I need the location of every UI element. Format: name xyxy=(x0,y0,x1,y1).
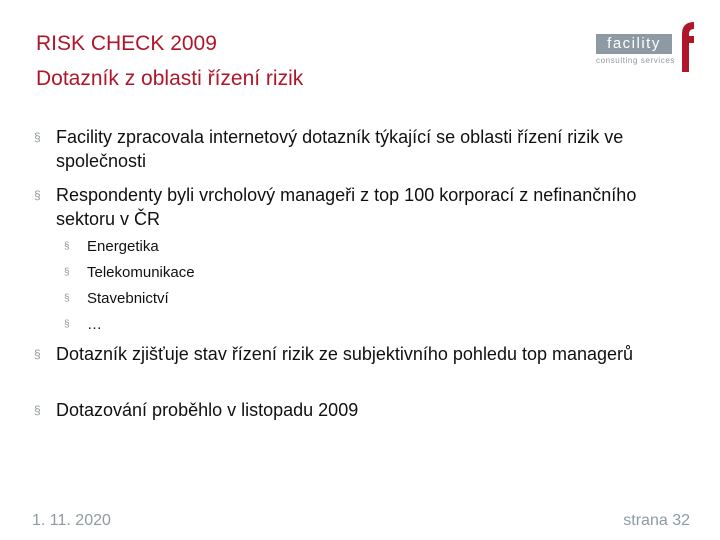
bullet-text: Facility zpracovala internetový dotazník týkající se oblasti řízení rizik ve společnosti xyxy=(56,127,624,171)
logo-tagline: consulting services xyxy=(596,56,675,65)
page-number: strana 32 xyxy=(623,512,690,529)
sub-bullet-item xyxy=(64,289,169,309)
sub-bullet-item xyxy=(64,237,159,257)
bullet-marker: § xyxy=(64,267,70,278)
bullet-text: Dotazování proběhlo v listopadu 2009 xyxy=(56,400,359,420)
sub-bullet-text: Stavebnictví xyxy=(87,290,169,307)
sub-bullet-text: Telekomunikace xyxy=(87,264,195,281)
sub-bullet-item xyxy=(64,315,102,335)
slide-title: RISK CHECK 2009 xyxy=(36,32,217,55)
bullet-marker: § xyxy=(34,130,41,144)
footer-date: 1. 11. 2020 xyxy=(32,512,111,529)
sub-bullet-text: … xyxy=(87,316,102,333)
bullet-text: Dotazník zjišťuje stav řízení rizik ze subjektivního pohledu top managerů xyxy=(56,344,634,364)
bullet-marker: § xyxy=(34,347,41,361)
bullet-item xyxy=(36,125,676,173)
slide-subtitle: Dotazník z oblasti řízení rizik xyxy=(36,67,304,90)
bullet-marker: § xyxy=(64,293,70,304)
sub-bullet-item xyxy=(64,263,195,283)
bullet-marker: § xyxy=(64,241,70,252)
bullet-marker: § xyxy=(34,188,41,202)
logo-wordmark: facility xyxy=(596,34,672,54)
bullet-marker: § xyxy=(34,403,41,417)
bullet-marker: § xyxy=(64,319,70,330)
bullet-item xyxy=(36,183,676,231)
sub-bullet-text: Energetika xyxy=(87,238,159,255)
bullet-text: Respondenty byli vrcholový manageři z top 100 korporací z nefinančního sektoru v ČR xyxy=(56,185,637,229)
bullet-item xyxy=(36,342,676,366)
bullet-item xyxy=(36,398,676,422)
